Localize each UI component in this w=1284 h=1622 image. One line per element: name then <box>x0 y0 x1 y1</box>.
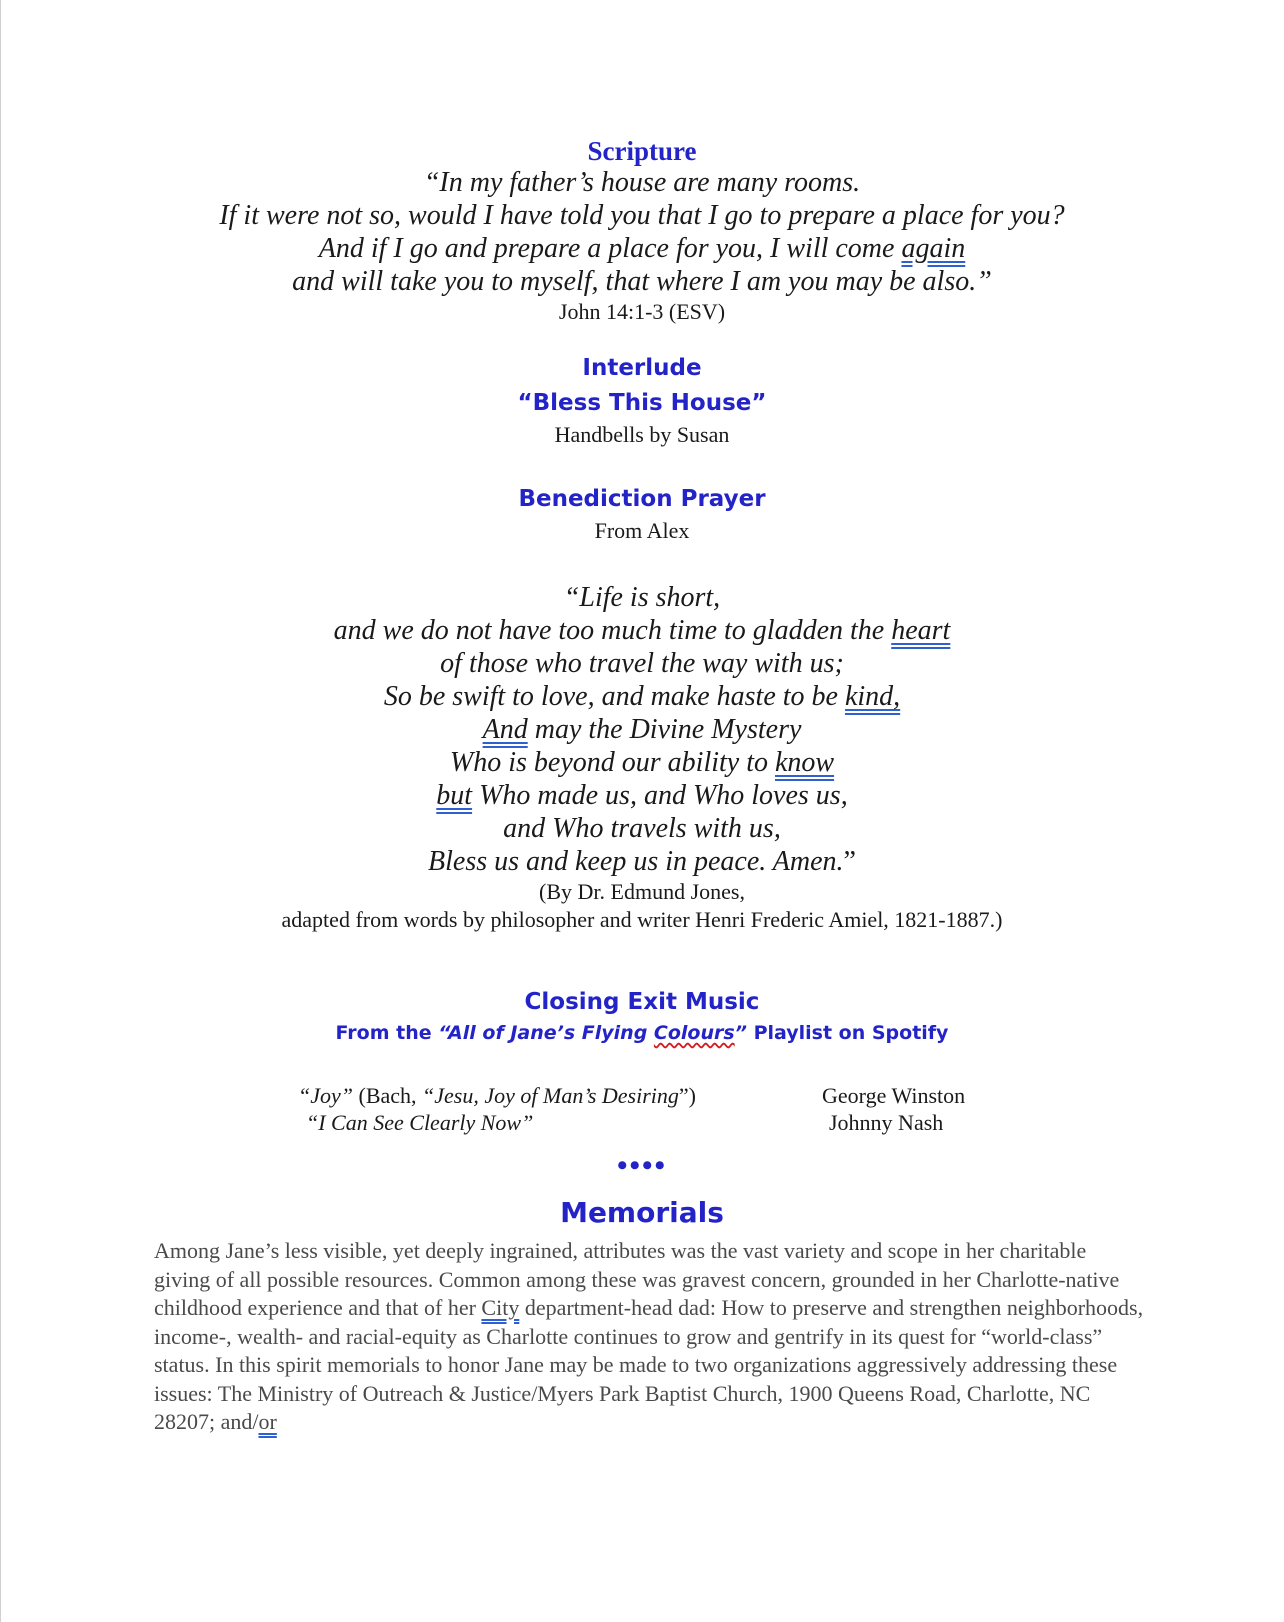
grammar-flag[interactable]: City <box>481 1295 520 1320</box>
grammar-flag[interactable]: know <box>774 747 835 778</box>
grammar-flag[interactable]: but <box>436 780 473 811</box>
closing-subheading <box>0 1020 1284 1046</box>
scripture-heading: Scripture <box>587 136 697 166</box>
song-composer: (Bach, <box>353 1083 423 1108</box>
scripture-section <box>0 134 1284 326</box>
scripture-line-2: If it were not so, would I have told you that I go to prepare a place for you? <box>219 200 1065 231</box>
poem-line-7-text: Who made us, and Who loves us, <box>472 780 848 811</box>
grammar-flag[interactable]: again <box>901 233 966 264</box>
playlist-name-close: ” <box>734 1022 747 1044</box>
scripture-line-1: “In my father’s house are many rooms. <box>423 167 861 198</box>
song-artist-2: Johnny Nash <box>829 1110 944 1135</box>
song-artist-1: George Winston <box>822 1083 966 1108</box>
poem-line-5 <box>0 713 1284 746</box>
poem-line-8: and Who travels with us, <box>503 813 781 844</box>
song-row-2 <box>306 1109 533 1136</box>
poem-line-3: of those who travel the way with us; <box>440 648 844 679</box>
benediction-section <box>0 483 1284 545</box>
memorials-paragraph <box>154 1237 1144 1437</box>
scripture-citation: John 14:1-3 (ESV) <box>558 299 726 324</box>
spelling-flag[interactable]: Colours <box>653 1022 735 1044</box>
scripture-line-3-text: And if I go and prepare a place for you, I will come <box>318 233 902 264</box>
interlude-title: “Bless This House” <box>517 390 767 416</box>
scripture-line-3 <box>0 232 1284 265</box>
memorials-text-1: Among Jane’s less visible, yet deeply ingrained, attributes was the vast variety and scope in her charitable giving of all possible resources. Common among these was gravest concern, grounded in her Charlotte-native childhood experience and that of her <box>154 1238 1120 1320</box>
memorials-section <box>0 1194 1284 1232</box>
interlude-performer: Handbells by Susan <box>554 422 730 447</box>
poem-line-4-text: So be swift to love, and make haste to be <box>383 681 845 712</box>
closing-subheading-prefix: From the <box>335 1022 439 1044</box>
poem-line-2-text: and we do not have too much time to gladden the <box>333 615 892 646</box>
grammar-flag[interactable]: or <box>258 1409 277 1434</box>
poem-line-5-text: may the Divine Mystery <box>527 714 802 745</box>
song-row-1 <box>298 1082 696 1109</box>
closing-heading: Closing Exit Music <box>524 989 760 1015</box>
poem-line-2 <box>0 614 1284 647</box>
benediction-from: From Alex <box>594 518 690 543</box>
benediction-heading: Benediction Prayer <box>518 486 766 512</box>
benediction-poem <box>0 581 1284 934</box>
separator <box>0 1149 1284 1183</box>
poem-line-6 <box>0 746 1284 779</box>
grammar-flag[interactable]: And <box>482 714 528 745</box>
memorials-heading: Memorials <box>560 1196 724 1229</box>
poem-line-7 <box>0 779 1284 812</box>
closing-section <box>0 986 1284 1046</box>
grammar-flag[interactable]: heart <box>891 615 951 646</box>
closing-subheading-suffix: Playlist on Spotify <box>746 1022 949 1044</box>
song-subtitle-close: ”) <box>678 1083 696 1108</box>
poem-line-6-text: Who is beyond our ability to <box>449 747 775 778</box>
poem-line-4 <box>0 680 1284 713</box>
interlude-section <box>0 351 1284 449</box>
poem-line-1: “Life is short, <box>563 582 721 613</box>
poem-line-9-quote: ” <box>843 846 856 877</box>
song-title: “Joy” <box>298 1083 353 1108</box>
scripture-line-4: and will take you to myself, that where I am you may be also.” <box>292 266 992 297</box>
benediction-attribution-2: adapted from words by philosopher and writer Henri Frederic Amiel, 1821-1887.) <box>281 907 1003 932</box>
interlude-heading: Interlude <box>582 355 702 381</box>
poem-line-9-text: Bless us and keep us in peace. Amen. <box>428 846 844 877</box>
poem-line-9 <box>0 845 1284 878</box>
separator-dots: •••• <box>616 1149 667 1182</box>
playlist-name: “All of Jane’s Flying <box>438 1022 654 1044</box>
song-subtitle: “Jesu, Joy of Man’s Desiring <box>422 1083 679 1108</box>
grammar-flag[interactable]: kind, <box>844 681 901 712</box>
song-title: “I Can See Clearly Now” <box>306 1110 534 1135</box>
memorials-text-2: department-head dad: How to preserve and strengthen neighborhoods, income-, wealth- and racial-equity as Charlotte continues to grow and gentrify in its quest for “world-class” status. In this spirit memorials to honor Jane may be made to two organizations aggressively addressing these issues: The Ministry of Outreach & Justice/Myers Park Baptist Church, 1900 Queens Road, Charlotte, NC 28207; and/ <box>154 1295 1144 1434</box>
benediction-attribution-1: (By Dr. Edmund Jones, <box>539 879 745 904</box>
